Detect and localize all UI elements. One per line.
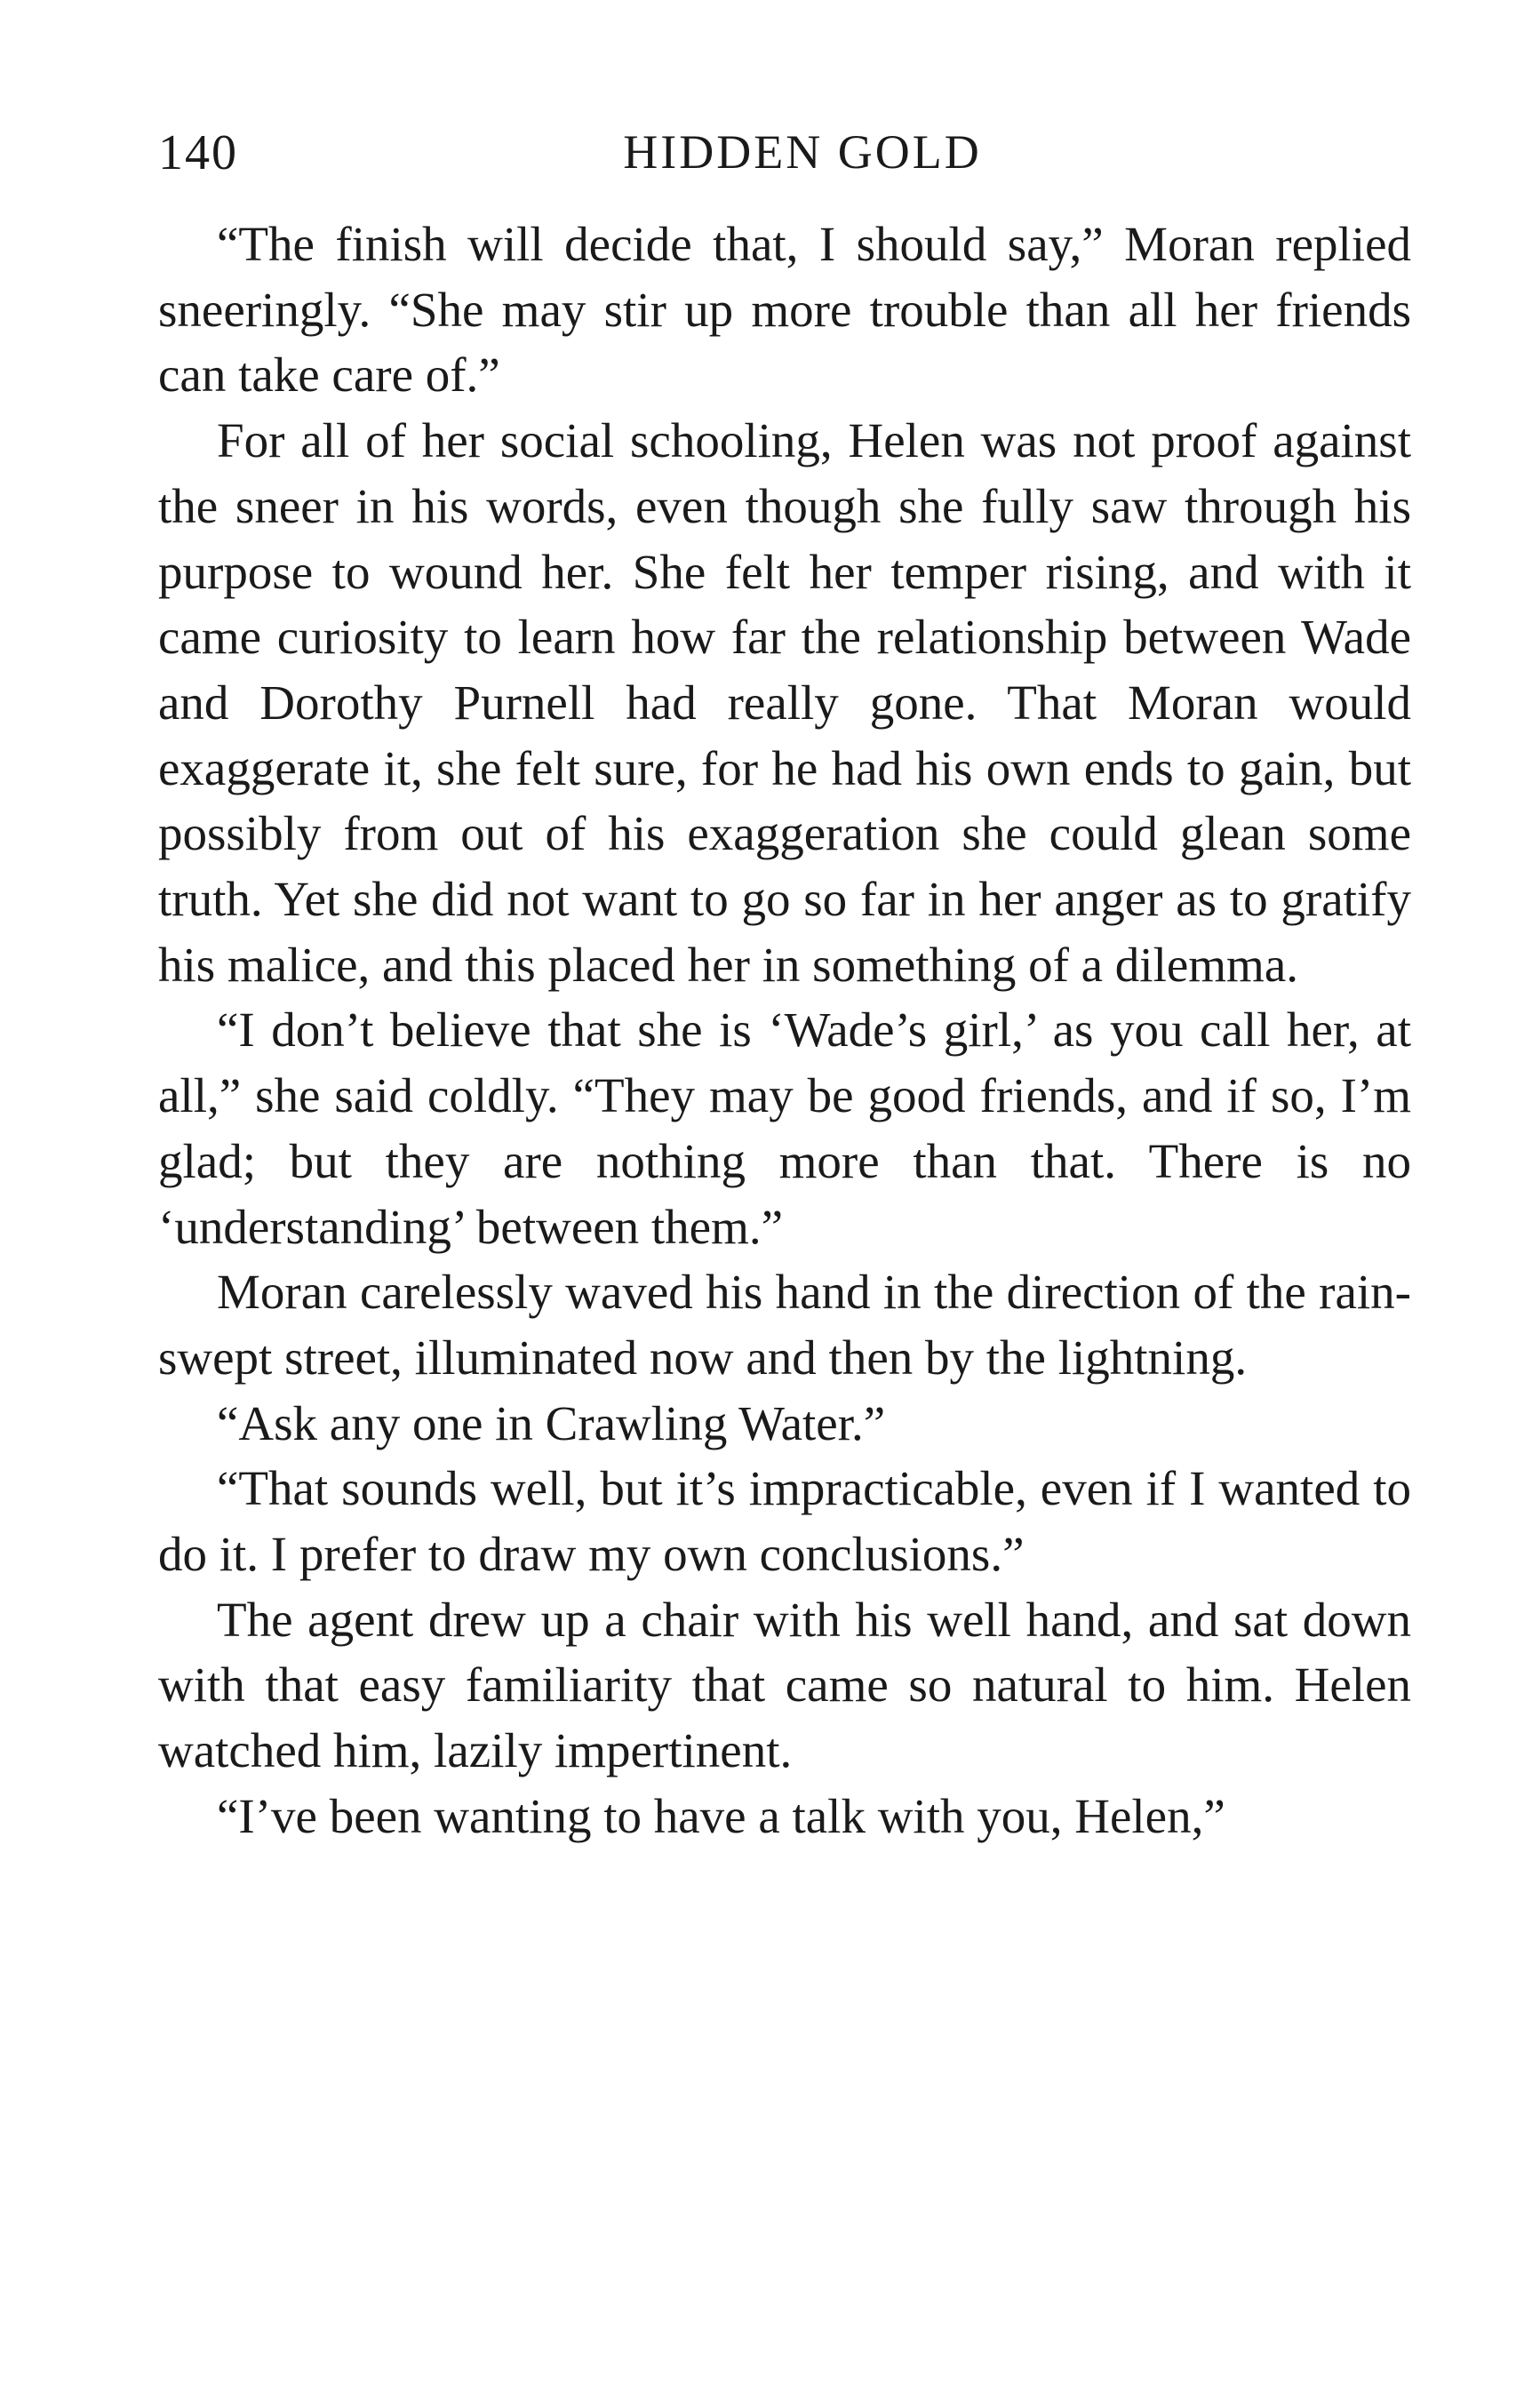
body-text <box>158 212 1411 1849</box>
running-title: HIDDEN GOLD <box>623 125 982 179</box>
paragraph: “The finish will decide that, I should say,” Moran replied sneeringly. “She may stir up more trouble than all her friends can take care of.” <box>158 217 1411 403</box>
page-number: 140 <box>158 125 238 180</box>
paragraph: “I’ve been wanting to have a talk with you, Helen,” <box>217 1788 1225 1843</box>
paragraph: “Ask any one in Crawling Water.” <box>217 1395 886 1450</box>
paragraph: Moran carelessly waved his hand in the direction of the rain-swept street, illuminated now and then by the lightning. <box>158 1265 1411 1385</box>
paragraph: The agent drew up a chair with his well hand, and sat down with that easy familiarity that came so natural to him. Helen watched him, lazily impertinent. <box>158 1592 1411 1778</box>
paragraph: “I don’t believe that she is ‘Wade’s girl,’ as you call her, at all,” she said coldly. “They may be good friends, and if so, I’m glad; but they are nothing more than that. There is no ‘understanding’ between them.” <box>158 1002 1411 1254</box>
paragraph: For all of her social schooling, Helen was not proof against the sneer in his words, even though she fully saw through his purpose to wound her. She felt her temper rising, and with it came curiosity to learn how far the relationship between Wade and Dorothy Purnell had really gone. That Moran would exaggerate it, she felt sure, for he had his own ends to gain, but possibly from out of his exaggeration she could glean some truth. Yet she did not want to go so far in her anger as to gratify his malice, and this placed her in something of a dilemma. <box>158 413 1411 992</box>
paragraph: “That sounds well, but it’s impracticable, even if I wanted to do it. I prefer to draw my own conclusions.” <box>158 1461 1411 1582</box>
running-head <box>158 124 1411 196</box>
